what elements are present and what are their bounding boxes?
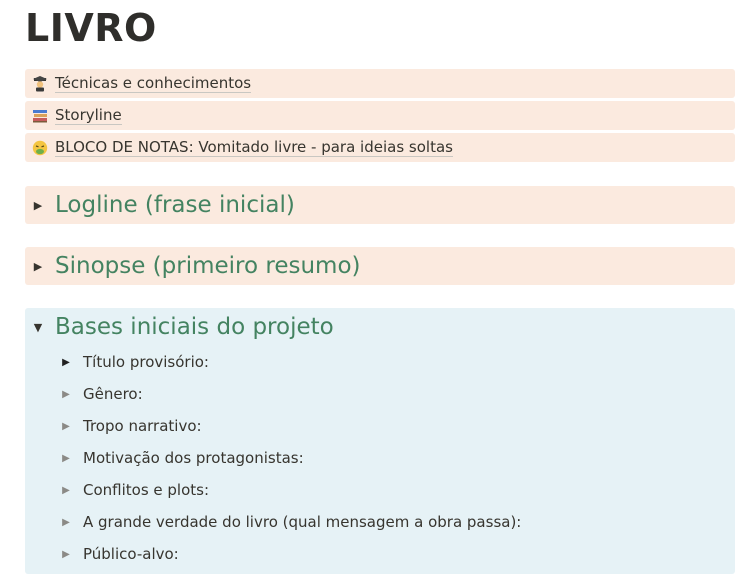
toggle-logline[interactable] [25, 186, 735, 224]
sub-toggle-label: Conflitos e plots: [83, 481, 210, 499]
sub-toggle-label: A grande verdade do livro (qual mensagem a obra passa): [83, 513, 522, 531]
sub-toggle-conflitos[interactable] [25, 474, 735, 506]
page-link-tecnicas[interactable] [25, 69, 735, 98]
toggle-header[interactable] [25, 308, 735, 346]
sub-toggle-motivacao[interactable] [25, 442, 735, 474]
sub-toggle-label: Título provisório: [83, 353, 209, 371]
sub-toggle-label: Tropo narrativo: [83, 417, 202, 435]
triangle-right-icon[interactable]: ▶ [62, 356, 70, 368]
triangle-down-icon[interactable]: ▼ [33, 320, 43, 334]
link-label: Técnicas e conhecimentos [55, 74, 252, 92]
triangle-right-icon[interactable]: ▶ [62, 548, 70, 560]
toggle-title: Sinopse (primeiro resumo) [55, 253, 361, 279]
toggle-content [25, 346, 735, 570]
sub-toggle-label: Gênero: [83, 385, 143, 403]
sub-toggle-publico-alvo[interactable] [25, 538, 735, 570]
triangle-right-icon[interactable]: ▶ [33, 259, 43, 273]
page-title: LIVRO [25, 6, 157, 50]
books-emoji-icon [31, 107, 49, 125]
page-link-bloco-de-notas[interactable] [25, 133, 735, 162]
sub-toggle-genero[interactable] [25, 378, 735, 410]
vomiting-face-emoji-icon [31, 139, 49, 157]
triangle-right-icon[interactable]: ▶ [62, 388, 70, 400]
triangle-right-icon[interactable]: ▶ [33, 198, 43, 212]
link-label: Storyline [55, 106, 122, 124]
page-link-storyline[interactable] [25, 101, 735, 130]
triangle-right-icon[interactable]: ▶ [62, 484, 70, 496]
graduate-emoji-icon [31, 75, 49, 93]
toggle-bases-iniciais[interactable] [25, 308, 735, 574]
toggle-sinopse[interactable] [25, 247, 735, 285]
toggle-title: Bases iniciais do projeto [55, 314, 334, 340]
link-label: BLOCO DE NOTAS: Vomitado livre - para ideias soltas [55, 138, 453, 156]
triangle-right-icon[interactable]: ▶ [62, 420, 70, 432]
sub-toggle-tropo[interactable] [25, 410, 735, 442]
sub-toggle-grande-verdade[interactable] [25, 506, 735, 538]
toggle-header[interactable] [25, 186, 735, 224]
sub-toggle-titulo[interactable] [25, 346, 735, 378]
toggle-header[interactable] [25, 247, 735, 285]
triangle-right-icon[interactable]: ▶ [62, 452, 70, 464]
toggle-title: Logline (frase inicial) [55, 192, 295, 218]
sub-toggle-label: Motivação dos protagonistas: [83, 449, 304, 467]
triangle-right-icon[interactable]: ▶ [62, 516, 70, 528]
sub-toggle-label: Público-alvo: [83, 545, 179, 563]
